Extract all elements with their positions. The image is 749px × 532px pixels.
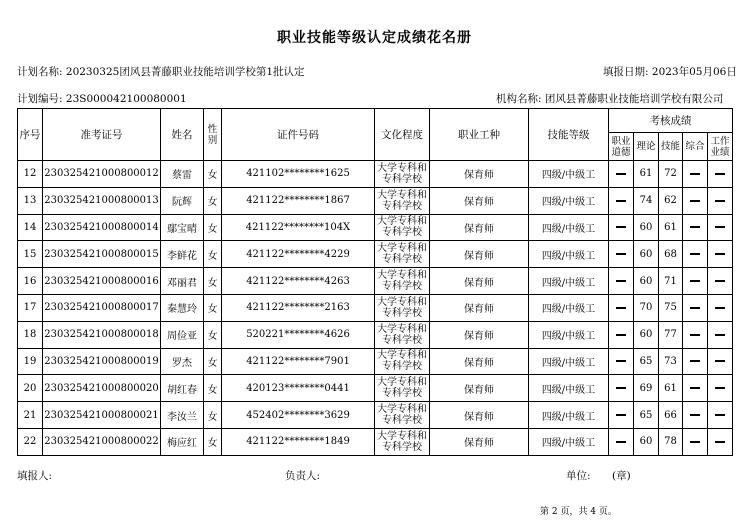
work-cell: [708, 187, 733, 214]
skill-cell: 62: [659, 187, 683, 214]
ethics-cell: [609, 348, 634, 375]
table-row: [18, 375, 733, 402]
work-cell: [708, 268, 733, 295]
id-cell: 452402********3629: [222, 402, 375, 429]
fill-date: [603, 64, 737, 79]
dash-mark: [715, 334, 725, 336]
dash-mark: [715, 280, 725, 282]
ticket-cell: 230325421000800015: [43, 241, 161, 268]
dash-mark: [616, 414, 626, 416]
dash-mark: [690, 200, 700, 202]
skill-cell: 61: [659, 214, 683, 241]
work-cell: [708, 428, 733, 455]
skill-cell: 68: [659, 241, 683, 268]
job-cell: 保育师: [430, 348, 529, 375]
dash-mark: [690, 253, 700, 255]
level-cell: 四级/中级工: [529, 375, 609, 402]
ethics-cell: [609, 321, 634, 348]
dash-mark: [715, 360, 725, 362]
level-cell: 四级/中级工: [529, 214, 609, 241]
comprehensive-cell: [683, 428, 708, 455]
ticket-cell: 230325421000800014: [43, 214, 161, 241]
plan-no-value: 23S000042100080001: [65, 93, 187, 105]
dash-mark: [616, 334, 626, 336]
ticket-cell: 230325421000800016: [43, 268, 161, 295]
dash-mark: [715, 387, 725, 389]
level-cell: 四级/中级工: [529, 241, 609, 268]
seq-cell: 15: [18, 241, 43, 268]
score-table: [17, 108, 733, 456]
level-cell: 四级/中级工: [529, 187, 609, 214]
gender-cell: 女: [204, 375, 222, 402]
theory-cell: 60: [634, 214, 659, 241]
name-cell: 阮辉: [161, 187, 204, 214]
table-row: [18, 214, 733, 241]
id-cell: 421122********104X: [222, 214, 375, 241]
edu-cell: 大学专科和专科学校: [375, 294, 430, 321]
ethics-cell: [609, 375, 634, 402]
header-skill: 技能: [659, 133, 683, 161]
gender-cell: 女: [204, 161, 222, 188]
ethics-cell: [609, 161, 634, 188]
dash-mark: [690, 334, 700, 336]
work-cell: [708, 294, 733, 321]
ticket-cell: 230325421000800021: [43, 402, 161, 429]
fill-date-label: 填报日期:: [603, 66, 649, 78]
seq-cell: 18: [18, 321, 43, 348]
org-name-label: 机构名称:: [496, 93, 542, 105]
theory-cell: 70: [634, 294, 659, 321]
name-cell: 李鲜花: [161, 241, 204, 268]
gender-cell: 女: [204, 321, 222, 348]
id-cell: 421122********1867: [222, 187, 375, 214]
name-cell: 周俭亚: [161, 321, 204, 348]
ethics-cell: [609, 428, 634, 455]
gender-cell: 女: [204, 294, 222, 321]
dash-mark: [715, 414, 725, 416]
job-cell: 保育师: [430, 268, 529, 295]
dash-mark: [715, 253, 725, 255]
job-cell: 保育师: [430, 402, 529, 429]
plan-no: [17, 91, 187, 106]
edu-cell: 大学专科和专科学校: [375, 428, 430, 455]
dash-mark: [690, 280, 700, 282]
level-cell: 四级/中级工: [529, 428, 609, 455]
table-row: [18, 241, 733, 268]
id-cell: 421122********1849: [222, 428, 375, 455]
seq-cell: 20: [18, 375, 43, 402]
ticket-cell: 230325421000800012: [43, 161, 161, 188]
ticket-cell: 230325421000800020: [43, 375, 161, 402]
skill-cell: 78: [659, 428, 683, 455]
id-cell: 421122********4229: [222, 241, 375, 268]
header-theory: 理论: [634, 133, 659, 161]
org-name-value: 团风县菁藤职业技能培训学校有限公司: [544, 93, 724, 105]
level-cell: 四级/中级工: [529, 402, 609, 429]
seq-cell: 16: [18, 268, 43, 295]
gender-cell: 女: [204, 187, 222, 214]
gender-cell: 女: [204, 241, 222, 268]
table-row: [18, 294, 733, 321]
seq-cell: 21: [18, 402, 43, 429]
dash-mark: [690, 360, 700, 362]
skill-cell: 75: [659, 294, 683, 321]
seq-cell: 13: [18, 187, 43, 214]
skill-cell: 77: [659, 321, 683, 348]
edu-cell: 大学专科和专科学校: [375, 214, 430, 241]
edu-cell: 大学专科和专科学校: [375, 187, 430, 214]
name-cell: 秦慧玲: [161, 294, 204, 321]
header-edu: 文化程度: [375, 109, 430, 161]
dash-mark: [690, 173, 700, 175]
dash-mark: [715, 200, 725, 202]
work-cell: [708, 214, 733, 241]
theory-cell: 60: [634, 268, 659, 295]
org-name: [496, 91, 723, 106]
theory-cell: 65: [634, 348, 659, 375]
edu-cell: 大学专科和专科学校: [375, 161, 430, 188]
ticket-cell: 230325421000800022: [43, 428, 161, 455]
gender-cell: 女: [204, 402, 222, 429]
dash-mark: [616, 226, 626, 228]
dash-mark: [616, 200, 626, 202]
name-cell: 李汝兰: [161, 402, 204, 429]
job-cell: 保育师: [430, 375, 529, 402]
ticket-cell: 230325421000800013: [43, 187, 161, 214]
id-cell: 420123********0441: [222, 375, 375, 402]
ethics-cell: [609, 268, 634, 295]
comprehensive-cell: [683, 214, 708, 241]
table-row: [18, 268, 733, 295]
level-cell: 四级/中级工: [529, 161, 609, 188]
header-seq: 序号: [18, 109, 43, 161]
comprehensive-cell: [683, 241, 708, 268]
theory-cell: 60: [634, 321, 659, 348]
id-cell: 421122********2163: [222, 294, 375, 321]
plan-no-label: 计划编号:: [17, 93, 63, 105]
ethics-cell: [609, 241, 634, 268]
comprehensive-cell: [683, 321, 708, 348]
dash-mark: [616, 360, 626, 362]
job-cell: 保育师: [430, 241, 529, 268]
edu-cell: 大学专科和专科学校: [375, 375, 430, 402]
page-number: 第 2 页，共 4 页。: [540, 507, 617, 517]
gender-cell: 女: [204, 214, 222, 241]
edu-cell: 大学专科和专科学校: [375, 348, 430, 375]
name-cell: 梅应红: [161, 428, 204, 455]
edu-cell: 大学专科和专科学校: [375, 241, 430, 268]
work-cell: [708, 348, 733, 375]
seq-cell: 22: [18, 428, 43, 455]
theory-cell: 65: [634, 402, 659, 429]
plan-name-label: 计划名称:: [17, 66, 63, 78]
gender-cell: 女: [204, 348, 222, 375]
skill-cell: 61: [659, 375, 683, 402]
seq-cell: 19: [18, 348, 43, 375]
header-gender: 性别: [204, 109, 222, 161]
seq-cell: 12: [18, 161, 43, 188]
ethics-cell: [609, 294, 634, 321]
table-row: [18, 161, 733, 188]
table-body: [18, 161, 733, 456]
seq-cell: 14: [18, 214, 43, 241]
comprehensive-cell: [683, 294, 708, 321]
ethics-cell: [609, 214, 634, 241]
dash-mark: [715, 307, 725, 309]
header-job: 职业工种: [430, 109, 529, 161]
header-ethics: 职业道德: [609, 133, 634, 161]
job-cell: 保育师: [430, 214, 529, 241]
comprehensive-cell: [683, 402, 708, 429]
job-cell: 保育师: [430, 294, 529, 321]
ethics-cell: [609, 402, 634, 429]
dash-mark: [690, 441, 700, 443]
header-comprehensive: 综合: [683, 133, 708, 161]
header-scores: 考核成绩: [609, 109, 733, 133]
id-cell: 421102********1625: [222, 161, 375, 188]
theory-cell: 69: [634, 375, 659, 402]
header-ticket: 准考证号: [43, 109, 161, 161]
name-cell: 蔡雷: [161, 161, 204, 188]
ticket-cell: 230325421000800019: [43, 348, 161, 375]
plan-name: [17, 64, 305, 79]
edu-cell: 大学专科和专科学校: [375, 268, 430, 295]
comprehensive-cell: [683, 187, 708, 214]
dash-mark: [690, 307, 700, 309]
table-row: [18, 321, 733, 348]
id-cell: 421122********4263: [222, 268, 375, 295]
header-name: 姓名: [161, 109, 204, 161]
ethics-cell: [609, 187, 634, 214]
dash-mark: [690, 226, 700, 228]
dash-mark: [616, 173, 626, 175]
table-row: [18, 428, 733, 455]
skill-cell: 72: [659, 161, 683, 188]
theory-cell: 61: [634, 161, 659, 188]
gender-cell: 女: [204, 268, 222, 295]
dash-mark: [616, 441, 626, 443]
dash-mark: [715, 173, 725, 175]
comprehensive-cell: [683, 268, 708, 295]
skill-cell: 71: [659, 268, 683, 295]
edu-cell: 大学专科和专科学校: [375, 402, 430, 429]
work-cell: [708, 321, 733, 348]
job-cell: 保育师: [430, 161, 529, 188]
work-cell: [708, 375, 733, 402]
comprehensive-cell: [683, 161, 708, 188]
table-row: [18, 348, 733, 375]
dash-mark: [690, 387, 700, 389]
comprehensive-cell: [683, 375, 708, 402]
seal-label: (章): [612, 470, 631, 482]
dash-mark: [616, 307, 626, 309]
theory-cell: 74: [634, 187, 659, 214]
ticket-cell: 230325421000800018: [43, 321, 161, 348]
job-cell: 保育师: [430, 187, 529, 214]
page-title: 职业技能等级认定成绩花名册: [277, 30, 472, 46]
job-cell: 保育师: [430, 321, 529, 348]
edu-cell: 大学专科和专科学校: [375, 321, 430, 348]
fill-date-value: 2023年05月06日: [651, 66, 737, 78]
work-cell: [708, 402, 733, 429]
responsible-label: 负责人:: [285, 470, 321, 482]
work-cell: [708, 161, 733, 188]
level-cell: 四级/中级工: [529, 268, 609, 295]
dash-mark: [616, 280, 626, 282]
level-cell: 四级/中级工: [529, 294, 609, 321]
theory-cell: 60: [634, 428, 659, 455]
header-level: 技能等级: [529, 109, 609, 161]
name-cell: 罗杰: [161, 348, 204, 375]
dash-mark: [690, 414, 700, 416]
name-cell: 胡红春: [161, 375, 204, 402]
skill-cell: 66: [659, 402, 683, 429]
level-cell: 四级/中级工: [529, 321, 609, 348]
id-cell: 421122********7901: [222, 348, 375, 375]
header-work: 工作业绩: [708, 133, 733, 161]
comprehensive-cell: [683, 348, 708, 375]
job-cell: 保育师: [430, 428, 529, 455]
skill-cell: 73: [659, 348, 683, 375]
dash-mark: [715, 441, 725, 443]
theory-cell: 60: [634, 241, 659, 268]
level-cell: 四级/中级工: [529, 348, 609, 375]
unit-label: 单位:: [566, 470, 591, 482]
work-cell: [708, 241, 733, 268]
ticket-cell: 230325421000800017: [43, 294, 161, 321]
id-cell: 520221********4626: [222, 321, 375, 348]
header-id: 证件号码: [222, 109, 375, 161]
dash-mark: [616, 387, 626, 389]
gender-cell: 女: [204, 428, 222, 455]
table-row: [18, 402, 733, 429]
seq-cell: 17: [18, 294, 43, 321]
filler-label: 填报人:: [17, 470, 53, 482]
name-cell: 邓丽君: [161, 268, 204, 295]
plan-name-value: 20230325团风县菁藤职业技能培训学校第1批认定: [65, 66, 305, 78]
table-row: [18, 187, 733, 214]
dash-mark: [616, 253, 626, 255]
name-cell: 鄢宝晴: [161, 214, 204, 241]
dash-mark: [715, 226, 725, 228]
